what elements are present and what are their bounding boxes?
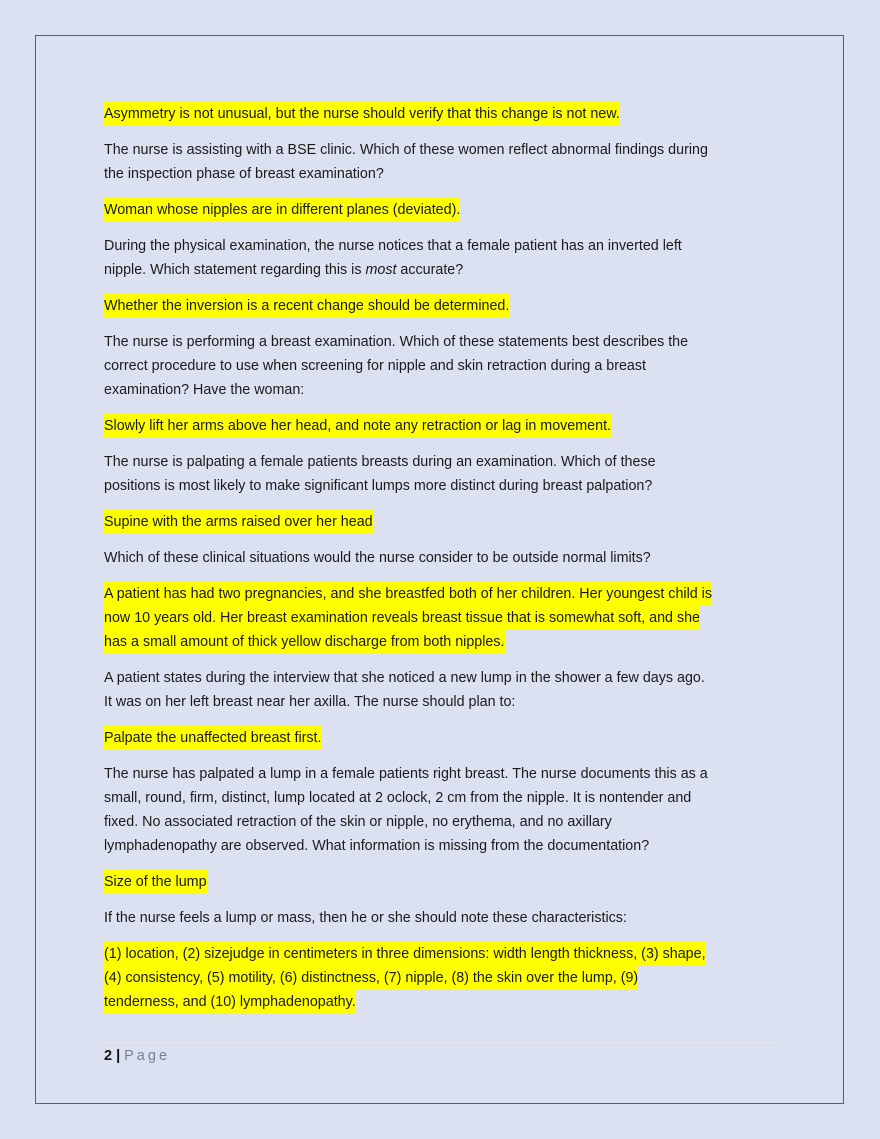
text-line [104, 630, 794, 654]
answer-paragraph [104, 942, 794, 1014]
text-line-content: The nurse is performing a breast examination. Which of these statements best describes the [104, 334, 689, 350]
text-line [104, 474, 794, 498]
text-line-content: the inspection phase of breast examination? [104, 166, 384, 182]
text-line-content: The nurse is assisting with a BSE clinic. Which of these women reflect abnormal findings during [104, 142, 708, 158]
text-line-content: Size of the lump [104, 870, 207, 893]
text-line [104, 234, 794, 258]
text-line [104, 510, 794, 534]
text-line-content: Whether the inversion is a recent change should be determined. [104, 294, 509, 317]
question-paragraph [104, 546, 794, 570]
answer-paragraph [104, 582, 794, 654]
text-line-content: examination? Have the woman: [104, 382, 305, 398]
answer-paragraph [104, 102, 794, 126]
page-footer [104, 1045, 170, 1067]
text-line [104, 102, 794, 126]
text-line-content: lymphadenopathy are observed. What information is missing from the documentation? [104, 838, 650, 854]
answer-paragraph [104, 414, 794, 438]
text-line-content: The nurse is palpating a female patients breasts during an examination. Which of these [104, 454, 656, 470]
footer-divider [104, 1042, 780, 1043]
text-line [104, 138, 794, 162]
text-line [104, 966, 794, 990]
answer-paragraph [104, 726, 794, 750]
text-line [104, 354, 794, 378]
text-line [104, 786, 794, 810]
text-line [104, 990, 794, 1014]
answer-paragraph [104, 198, 794, 222]
emphasis-text: most [365, 262, 397, 278]
text-line-content: A patient has had two pregnancies, and she breastfed both of her children. Her youngest child is [104, 582, 712, 605]
document-body [104, 102, 794, 1026]
page-label: Page [124, 1048, 171, 1064]
text-line [104, 294, 794, 318]
text-line [104, 690, 794, 714]
page-number: 2 [104, 1048, 113, 1064]
text-line [104, 414, 794, 438]
text-line-content: Asymmetry is not unusual, but the nurse should verify that this change is not new. [104, 102, 620, 125]
text-line [104, 666, 794, 690]
text-line [104, 198, 794, 222]
answer-paragraph [104, 870, 794, 894]
text-line-content: tenderness, and (10) lymphadenopathy. [104, 990, 356, 1013]
text-segment: accurate? [396, 262, 464, 278]
footer-separator: | [116, 1048, 121, 1064]
text-line-content: Woman whose nipples are in different planes (deviated). [104, 198, 460, 221]
text-line-content: The nurse has palpated a lump in a female patients right breast. The nurse documents this as a [104, 766, 708, 782]
text-line-content: If the nurse feels a lump or mass, then he or she should note these characteristics: [104, 910, 627, 926]
text-line-content: A patient states during the interview that she noticed a new lump in the shower a few days ago. [104, 670, 705, 686]
text-line-content: During the physical examination, the nurse notices that a female patient has an inverted left [104, 238, 682, 254]
text-line-content: Supine with the arms raised over her head [104, 510, 373, 533]
question-paragraph [104, 450, 794, 498]
text-line-content: small, round, firm, distinct, lump located at 2 oclock, 2 cm from the nipple. It is nontender and [104, 790, 692, 806]
text-line-content: Slowly lift her arms above her head, and note any retraction or lag in movement. [104, 414, 611, 437]
question-paragraph [104, 234, 794, 282]
text-line-content: Which of these clinical situations would the nurse consider to be outside normal limits? [104, 550, 651, 566]
text-line [104, 582, 794, 606]
text-line [104, 546, 794, 570]
text-line [104, 762, 794, 786]
text-line [104, 834, 794, 858]
text-line-content: now 10 years old. Her breast examination reveals breast tissue that is somewhat soft, and she [104, 606, 700, 629]
question-paragraph [104, 666, 794, 714]
text-line [104, 330, 794, 354]
text-line [104, 606, 794, 630]
text-line-content: correct procedure to use when screening for nipple and skin retraction during a breast [104, 358, 646, 374]
text-line [104, 450, 794, 474]
text-line-content: has a small amount of thick yellow discharge from both nipples. [104, 630, 505, 653]
text-line-content: It was on her left breast near her axilla. The nurse should plan to: [104, 694, 516, 710]
text-line-content: Palpate the unaffected breast first. [104, 726, 322, 749]
text-line [104, 162, 794, 186]
question-paragraph [104, 330, 794, 402]
text-line [104, 870, 794, 894]
text-segment: nipple. Which statement regarding this is [104, 262, 366, 278]
text-line [104, 258, 794, 282]
text-line [104, 942, 794, 966]
question-paragraph [104, 906, 794, 930]
answer-paragraph [104, 294, 794, 318]
text-line [104, 726, 794, 750]
question-paragraph [104, 762, 794, 858]
text-line-content: fixed. No associated retraction of the skin or nipple, no erythema, and no axillary [104, 814, 612, 830]
text-line-content: positions is most likely to make significant lumps more distinct during breast palpation? [104, 478, 653, 494]
text-line [104, 378, 794, 402]
text-line-content: (1) location, (2) sizejudge in centimeters in three dimensions: width length thickness, (3) shape, [104, 942, 706, 965]
text-line [104, 810, 794, 834]
question-paragraph [104, 138, 794, 186]
text-line [104, 906, 794, 930]
text-line-content: (4) consistency, (5) motility, (6) distinctness, (7) nipple, (8) the skin over the lump, (9) [104, 966, 638, 989]
answer-paragraph [104, 510, 794, 534]
